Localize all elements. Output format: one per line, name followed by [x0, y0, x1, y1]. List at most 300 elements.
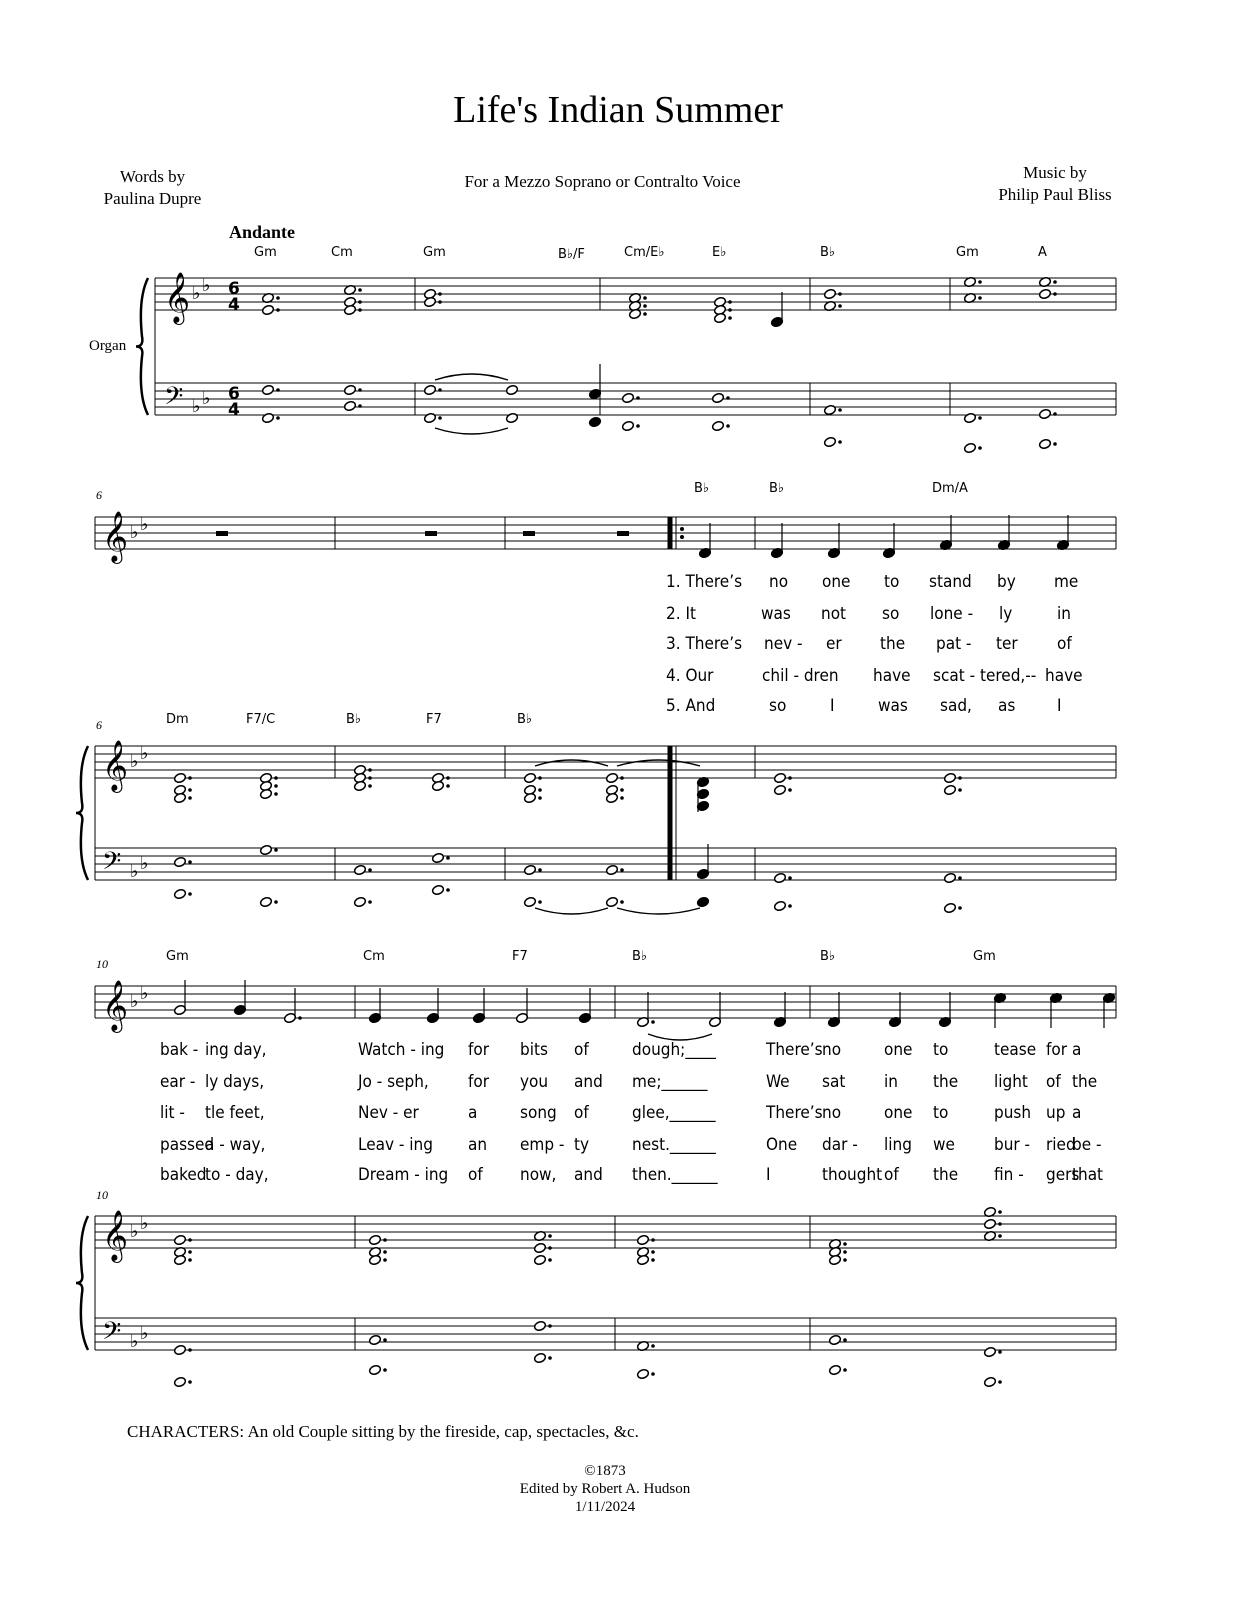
lyric-syllable: I: [1057, 696, 1062, 716]
lyric-syllable: thought: [822, 1165, 883, 1185]
repeat-dot: [680, 535, 684, 539]
lyric-syllable: 1. There’s: [666, 572, 743, 592]
dot: [548, 1258, 552, 1262]
note-head: [1038, 438, 1051, 449]
lyric-syllable: not: [821, 604, 847, 624]
lyric-syllable: as: [998, 696, 1016, 716]
lyric-syllable: ly days,: [205, 1072, 265, 1092]
note-head: [983, 1376, 996, 1387]
bass-clef-icon: 𝄢: [102, 1317, 122, 1352]
dot: [958, 788, 962, 792]
note-head: [983, 1218, 996, 1229]
lyric-syllable: scat - tered,--: [933, 666, 1037, 686]
voice-designation: For a Mezzo Soprano or Contralto Voice: [464, 172, 741, 191]
lyric-syllable: no: [822, 1103, 842, 1123]
chord-symbol: B♭/F: [558, 247, 585, 262]
dot: [620, 776, 624, 780]
dot: [276, 296, 280, 300]
dot: [188, 1238, 192, 1242]
lyric-syllable: to: [933, 1040, 949, 1060]
lyric-syllable: bak -: [160, 1040, 199, 1060]
dot: [651, 1372, 655, 1376]
dot: [651, 1020, 655, 1024]
dot: [620, 868, 624, 872]
lyric-syllable: now,: [520, 1165, 557, 1185]
flat-sign: ♭: [130, 991, 139, 1012]
dot: [651, 1344, 655, 1348]
lyric-syllable: and: [574, 1072, 603, 1092]
chord-symbol: B♭: [820, 949, 836, 964]
lyric-syllable: light: [994, 1072, 1028, 1092]
lyric-syllable: bur -: [994, 1135, 1031, 1155]
lyric-syllable: no: [769, 572, 789, 592]
note-head: [523, 772, 536, 783]
lyric-syllable: sad,: [940, 696, 972, 716]
lyric-syllable: One: [766, 1135, 798, 1155]
dot: [358, 300, 362, 304]
note-head: [431, 884, 444, 895]
dot: [548, 1356, 552, 1360]
lyric-syllable: There’s: [766, 1040, 823, 1060]
dot: [358, 308, 362, 312]
flat-sign: ♭: [140, 853, 149, 874]
lyric-syllable: a: [1072, 1040, 1082, 1060]
chord-symbol: Cm: [363, 949, 385, 964]
chord-symbol: B♭: [632, 949, 648, 964]
chord-symbol: Dm: [166, 712, 189, 727]
lyric-syllable: chil - dren: [762, 666, 839, 686]
note-head: [828, 1364, 841, 1375]
characters-note: CHARACTERS: An old Couple sitting by the fireside, cap, spectacles, &c.: [127, 1422, 639, 1441]
treble-clef-icon: 𝄞: [102, 740, 129, 791]
note-head: [828, 1334, 841, 1345]
note-head: [343, 304, 356, 315]
dot: [651, 1258, 655, 1262]
lyric-syllable: 3. There’s: [666, 634, 743, 654]
lyric-syllable: passed: [160, 1135, 215, 1155]
note-head: [431, 852, 444, 863]
dot: [276, 416, 280, 420]
dot: [538, 776, 542, 780]
lyric-syllable: by: [997, 572, 1016, 592]
chord-symbol: B♭: [694, 481, 710, 496]
tie: [535, 760, 608, 766]
lyric-syllable: ried: [1046, 1135, 1076, 1155]
flat-sign: ♭: [202, 275, 211, 296]
note-head: [828, 1254, 841, 1265]
lyric-syllable: and: [574, 1165, 603, 1185]
lyric-syllable: dar -: [822, 1135, 858, 1155]
flat-sign: ♭: [202, 388, 211, 409]
note-head: [259, 896, 272, 907]
note-head: [173, 856, 186, 867]
note-head: [505, 384, 518, 395]
dot: [978, 416, 982, 420]
note-head: [983, 1346, 996, 1357]
lyric-syllable: lone -: [930, 604, 974, 624]
lyric-syllable: of: [1046, 1072, 1061, 1092]
dot: [958, 776, 962, 780]
note-head: [533, 1254, 546, 1265]
dot: [188, 1258, 192, 1262]
lyric-syllable: in: [1057, 604, 1071, 624]
dot: [728, 308, 732, 312]
note-head: [368, 1364, 381, 1375]
music-by-label: Music by: [1023, 163, 1087, 182]
time-signature: 6: [228, 384, 240, 404]
dot: [726, 396, 730, 400]
dot: [843, 1368, 847, 1372]
lyric-syllable: I: [830, 696, 835, 716]
treble-clef-icon: 𝄞: [102, 511, 129, 562]
dot: [446, 784, 450, 788]
note-head: [943, 872, 956, 883]
lyric-syllable: ly: [999, 604, 1013, 624]
dot: [620, 788, 624, 792]
note-head: [533, 1320, 546, 1331]
lyric-syllable: one: [822, 572, 851, 592]
dot: [368, 900, 372, 904]
lyric-syllable: in: [884, 1072, 898, 1092]
lyric-syllable: of: [468, 1165, 483, 1185]
dot: [538, 796, 542, 800]
dot: [188, 1250, 192, 1254]
note-head: [605, 792, 618, 803]
dot: [368, 776, 372, 780]
note-head: [605, 896, 618, 907]
dot: [636, 396, 640, 400]
lyric-syllable: lit -: [160, 1103, 185, 1123]
flat-sign: ♭: [140, 1213, 149, 1234]
dot: [958, 906, 962, 910]
bass-clef-icon: 𝄢: [102, 847, 122, 882]
flat-sign: ♭: [192, 283, 201, 304]
lyric-syllable: the: [933, 1072, 959, 1092]
dot: [548, 1324, 552, 1328]
note-head: [173, 888, 186, 899]
lyric-syllable: of: [574, 1103, 589, 1123]
lyric-syllable: Dream - ing: [358, 1165, 449, 1185]
tie: [617, 908, 700, 914]
note-head: [963, 442, 976, 453]
dot: [446, 888, 450, 892]
note-head: [636, 1234, 649, 1245]
lyric-syllable: We: [766, 1072, 790, 1092]
rest: [617, 531, 629, 536]
note-head: [523, 896, 536, 907]
treble-clef-icon: 𝄞: [102, 980, 129, 1031]
lyric-syllable: of: [1057, 634, 1072, 654]
lyric-syllable: we: [933, 1135, 955, 1155]
chord-symbol: Gm: [956, 245, 979, 260]
note-head: [943, 902, 956, 913]
note-head: [259, 788, 272, 799]
lyric-syllable: tle feet,: [205, 1103, 265, 1123]
lyric-syllable: bits: [520, 1040, 548, 1060]
note-head: [605, 772, 618, 783]
dot: [538, 788, 542, 792]
chord-symbol: Cm: [331, 245, 353, 260]
lyric-syllable: push: [994, 1103, 1032, 1123]
lyric-syllable: the: [1072, 1072, 1098, 1092]
lyric-syllable: one: [884, 1040, 913, 1060]
dot: [636, 424, 640, 428]
lyric-syllable: be -: [1072, 1135, 1102, 1155]
lyric-syllable: I: [766, 1165, 771, 1185]
dot: [188, 1348, 192, 1352]
flat-sign: ♭: [130, 522, 139, 543]
note-head: [259, 844, 272, 855]
lyric-syllable: ling: [884, 1135, 912, 1155]
lyric-syllable: dough;____: [632, 1040, 716, 1060]
note-head: [711, 392, 724, 403]
lyric-syllable: a - way,: [205, 1135, 266, 1155]
note-head: [823, 436, 836, 447]
lyric-syllable: up: [1046, 1103, 1066, 1123]
lyric-syllable: Jo - seph,: [358, 1072, 429, 1092]
lyric-syllable: for: [468, 1040, 490, 1060]
lyric-syllable: 2. It: [666, 604, 696, 624]
dot: [643, 296, 647, 300]
dot: [358, 404, 362, 408]
tie: [535, 908, 608, 914]
flat-sign: ♭: [130, 861, 139, 882]
bass-clef-icon: 𝄢: [164, 382, 184, 417]
lyric-syllable: pat -: [936, 634, 972, 654]
lyric-syllable: then.______: [632, 1165, 718, 1185]
lyric-syllable: so: [882, 604, 900, 624]
tie: [435, 374, 508, 380]
flat-sign: ♭: [130, 1221, 139, 1242]
dot: [843, 1242, 847, 1246]
chord-symbol: A: [1038, 245, 1047, 260]
note-head: [1038, 408, 1051, 419]
edit-date: 1/11/2024: [574, 1499, 636, 1515]
editor-credit: Edited by Robert A. Hudson: [519, 1481, 691, 1497]
note-head: [523, 792, 536, 803]
dot: [438, 300, 442, 304]
dot: [788, 776, 792, 780]
chord-symbol: B♭: [820, 245, 836, 260]
bar-number: 6: [96, 488, 102, 502]
dot: [998, 1222, 1002, 1226]
note-head: [423, 296, 436, 307]
note-head: [773, 772, 786, 783]
lyric-syllable: so: [769, 696, 787, 716]
lyric-syllable: was: [878, 696, 908, 716]
note-head: [368, 1234, 381, 1245]
dot: [383, 1368, 387, 1372]
chord-symbol: B♭: [769, 481, 785, 496]
dot: [978, 280, 982, 284]
note-head: [943, 784, 956, 795]
lyric-syllable: ing day,: [205, 1040, 267, 1060]
note-head: [636, 1254, 649, 1265]
dot: [620, 900, 624, 904]
note-head: [343, 400, 356, 411]
lyric-syllable: of: [574, 1040, 589, 1060]
lyric-syllable: Leav - ing: [358, 1135, 433, 1155]
flat-sign: ♭: [192, 396, 201, 417]
chord-symbol: B♭: [517, 712, 533, 727]
dot: [358, 288, 362, 292]
lyric-syllable: gers: [1046, 1165, 1080, 1185]
note-head: [261, 384, 274, 395]
note-head: [505, 412, 518, 423]
flat-sign: ♭: [130, 751, 139, 772]
dot: [620, 796, 624, 800]
lyric-syllable: for: [468, 1072, 490, 1092]
dot: [998, 1210, 1002, 1214]
dot: [643, 312, 647, 316]
note-head: [523, 864, 536, 875]
note-head: [533, 1352, 546, 1363]
lyric-syllable: nest.______: [632, 1135, 716, 1155]
dot: [446, 856, 450, 860]
dot: [446, 776, 450, 780]
dot: [978, 296, 982, 300]
dot: [274, 848, 278, 852]
dot: [368, 868, 372, 872]
note-head: [173, 1254, 186, 1265]
lyric-syllable: er: [826, 634, 842, 654]
dot: [838, 292, 842, 296]
dot: [274, 900, 278, 904]
chord-symbol: F7/C: [246, 712, 276, 727]
chord-symbol: E♭: [712, 245, 727, 260]
dot: [274, 776, 278, 780]
dot: [438, 388, 442, 392]
brace: [76, 1216, 88, 1350]
note-head: [353, 780, 366, 791]
lyricist-name: Paulina Dupre: [103, 189, 202, 208]
dot: [643, 304, 647, 308]
chord-symbol: Cm/E♭: [624, 245, 665, 260]
lyric-syllable: a: [1072, 1103, 1082, 1123]
dot: [651, 1250, 655, 1254]
lyric-syllable: song: [520, 1103, 557, 1123]
note-head: [823, 288, 836, 299]
note-head: [636, 1368, 649, 1379]
lyric-syllable: an: [468, 1135, 488, 1155]
dot: [188, 796, 192, 800]
instrument-label: Organ: [89, 338, 127, 354]
treble-clef-icon: 𝄞: [164, 272, 191, 323]
lyric-syllable: baked: [160, 1165, 207, 1185]
chord-symbol: B♭: [346, 712, 362, 727]
bar-number: 10: [96, 957, 108, 971]
chord-symbol: F7: [512, 949, 528, 964]
dot: [276, 388, 280, 392]
tie: [617, 760, 700, 766]
lyric-syllable: emp -: [520, 1135, 565, 1155]
lyric-syllable: 4. Our: [666, 666, 714, 686]
dot: [651, 1238, 655, 1242]
note-head: [823, 404, 836, 415]
bar-number: 6: [96, 718, 102, 732]
note-head: [773, 900, 786, 911]
dot: [383, 1250, 387, 1254]
chord-symbol: F7: [426, 712, 442, 727]
dot: [358, 388, 362, 392]
dot: [538, 900, 542, 904]
note-head: [353, 896, 366, 907]
note-head: [588, 416, 601, 427]
dot: [1053, 442, 1057, 446]
lyric-syllable: that: [1072, 1165, 1104, 1185]
lyric-syllable: Nev - er: [358, 1103, 419, 1123]
lyric-syllable: one: [884, 1103, 913, 1123]
brace: [136, 278, 148, 415]
flat-sign: ♭: [140, 743, 149, 764]
note-head: [173, 1344, 186, 1355]
dot: [188, 892, 192, 896]
dot: [1053, 280, 1057, 284]
dot: [838, 304, 842, 308]
dot: [728, 316, 732, 320]
dot: [843, 1338, 847, 1342]
dot: [788, 904, 792, 908]
note-head: [368, 1334, 381, 1345]
dot: [1053, 412, 1057, 416]
lyric-syllable: glee,______: [632, 1103, 716, 1123]
note-head: [621, 420, 634, 431]
lyric-syllable: Watch - ing: [358, 1040, 445, 1060]
lyric-syllable: no: [822, 1040, 842, 1060]
dot: [843, 1250, 847, 1254]
lyric-syllable: ter: [996, 634, 1018, 654]
lyric-syllable: the: [880, 634, 906, 654]
note-head: [173, 792, 186, 803]
tempo-marking: Andante: [229, 222, 296, 242]
note-head: [773, 872, 786, 883]
lyric-syllable: tease: [994, 1040, 1037, 1060]
dot: [383, 1258, 387, 1262]
dot: [998, 1234, 1002, 1238]
bar-number: 10: [96, 1188, 108, 1202]
dot: [726, 424, 730, 428]
note-head: [713, 312, 726, 323]
dot: [188, 776, 192, 780]
chord-symbol: Dm/A: [932, 481, 968, 496]
dot: [276, 308, 280, 312]
lyric-syllable: 5. And: [666, 696, 716, 716]
lyric-syllable: for: [1046, 1040, 1068, 1060]
composer-name: Philip Paul Bliss: [998, 185, 1112, 204]
time-signature: 4: [228, 400, 240, 420]
dot: [788, 788, 792, 792]
copyright: ©1873: [584, 1463, 626, 1479]
note-head: [773, 784, 786, 795]
lyric-syllable: was: [761, 604, 791, 624]
tie: [435, 428, 508, 434]
note-head: [173, 1234, 186, 1245]
note-head: [173, 772, 186, 783]
lyric-syllable: ear -: [160, 1072, 196, 1092]
lyric-syllable: have: [1045, 666, 1083, 686]
dot: [958, 876, 962, 880]
note-head: [1038, 288, 1051, 299]
dot: [998, 1350, 1002, 1354]
flat-sign: ♭: [140, 983, 149, 1004]
dot: [728, 300, 732, 304]
dot: [383, 1338, 387, 1342]
repeat-dot: [680, 527, 684, 531]
rest: [425, 531, 437, 536]
note-head: [368, 1254, 381, 1265]
chord-symbol: Gm: [423, 245, 446, 260]
dot: [274, 792, 278, 796]
